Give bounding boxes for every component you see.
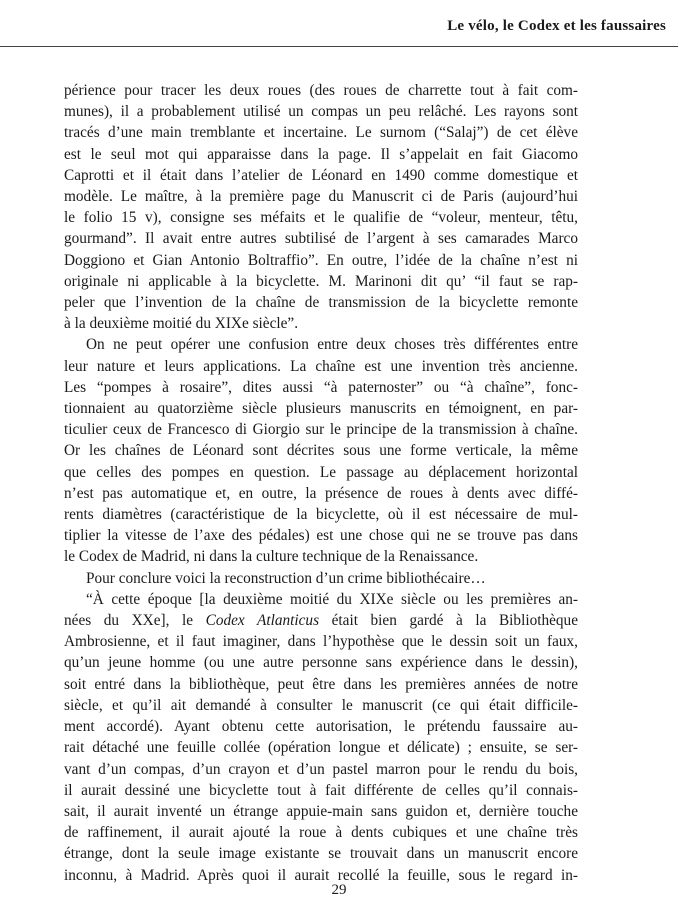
text-line: rents diamètres (caractéristique de la bicyclette, où il est nécessaire de mul- xyxy=(64,506,578,524)
text-line: Ambrosienne, et il faut imaginer, dans l’hypothèse que le dessin soit un faux, xyxy=(64,633,578,651)
text-line: leur nature et leurs applications. La chaîne est une invention très ancienne. xyxy=(64,357,578,375)
text-line: munes), il a probablement utilisé un compas un peu relâché. Les rayons sont xyxy=(64,103,578,121)
text-line: est le seul mot qui apparaisse dans la page. Il s’appelait en fait Giacomo xyxy=(64,145,578,163)
text-line: le folio 15 v), consigne ses méfaits et le qualifie de “voleur, menteur, têtu, xyxy=(64,209,578,227)
text-line: modèle. Le maître, à la première page du Manuscrit ci de Paris (aujourd’hui xyxy=(64,188,578,206)
text-line: inconnu, à Madrid. Après quoi il aurait recollé la feuille, sous le regard in- xyxy=(64,866,578,884)
header-rule xyxy=(0,46,678,47)
text-line: Doggiono et Gian Antonio Boltraffio”. En outre, l’idée de la chaîne n’est ni xyxy=(64,251,578,269)
text-line: ticulier ceux de Francesco di Giorgio sur le principe de la transmission à chaîne. xyxy=(64,421,578,439)
text-line: sait, il aurait inventé un étrange appuie-main sans guidon et, dernière touche xyxy=(64,802,578,820)
text-line: Pour conclure voici la reconstruction d’un crime bibliothécaire… xyxy=(86,569,486,587)
text-line: originale ni applicable à la bicyclette. M. Marinoni dit qu’ “il faut se rap- xyxy=(64,272,578,290)
text-line: On ne peut opérer une confusion entre deux choses très différentes entre xyxy=(86,336,578,354)
page-number: 29 xyxy=(331,882,347,898)
text-line: tracés d’une main tremblante et incertaine. Le surnom (“Salaj”) de cet élève xyxy=(64,124,578,142)
text-line: il aurait dessiné une bicyclette tout à fait différente de celles qu’il connais- xyxy=(64,781,578,799)
text-line: soit entré dans la bibliothèque, peut être dans les premières années de notre xyxy=(64,675,578,693)
text-line: étrange, dont la seule image existante se trouvait dans un manuscrit encore xyxy=(64,845,578,863)
text-line: Caprotti et il était dans l’atelier de Léonard en 1490 comme domestique et xyxy=(64,166,578,184)
text-line: siècle, et qu’il ait demandé à consulter le manuscrit (ce qui était difficile- xyxy=(64,696,578,714)
text-line: vant d’un compas, d’un crayon et d’un pastel marron pour le rendu du bois, xyxy=(64,760,578,778)
text-line: de raffinement, il aurait ajouté la roue à dents cubiques et une chaîne très xyxy=(64,824,578,842)
text-line: à la deuxième moitié du XIXe siècle”. xyxy=(64,315,299,333)
book-title: Codex Atlanticus xyxy=(205,612,320,630)
text-line: “À cette époque [la deuxième moitié du XIXe siècle ou les premières an- xyxy=(86,590,578,608)
text-line: périence pour tracer les deux roues (des roues de charrette tout à fait com- xyxy=(64,82,578,99)
running-title: Le vélo, le Codex et les faussaires xyxy=(447,18,666,34)
text-line: ment accordé). Ayant obtenu cette autorisation, le prétendu faussaire au- xyxy=(64,718,578,736)
text-line: n’est pas automatique et, en outre, la présence de roues à dents avec diffé- xyxy=(64,484,578,502)
text-line: Les “pompes à rosaire”, dites aussi “à paternoster” ou “à chaîne”, fonc- xyxy=(64,378,578,396)
text-line: que celles des pompes en question. Le passage au déplacement horizontal xyxy=(64,463,578,481)
text-line: rait détaché une feuille collée (opération longue et délicate) ; ensuite, se ser- xyxy=(64,739,578,757)
text-line: peler que l’invention de la chaîne de transmission de la bicyclette remonte xyxy=(64,294,578,312)
body-text xyxy=(64,80,578,886)
text-line: gourmand”. Il avait entre autres subtilisé de l’argent à ses camarades Marco xyxy=(64,230,578,248)
text-line: Or les chaînes de Léonard sont décrites sous une forme verticale, la même xyxy=(64,442,578,460)
text-line: le Codex de Madrid, ni dans la culture technique de la Renaissance. xyxy=(64,548,479,566)
text-line: tionnaient au quatorzième siècle plusieurs manuscrits en témoignent, en par- xyxy=(64,400,578,418)
text-line: qu’un jeune homme (ou une autre personne sans expérience dans le dessin), xyxy=(64,654,578,672)
text-line: tiplier la vitesse de l’axe des pédales) est une chose qui ne se trouve pas dans xyxy=(64,527,578,545)
text-line: nées du XXe], le Codex Atlanticus était bien gardé à la Bibliothèque xyxy=(64,612,578,630)
